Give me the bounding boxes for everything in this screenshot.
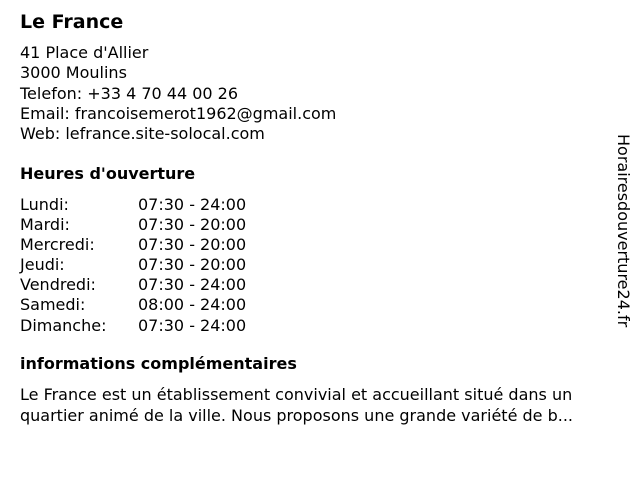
day-label: Lundi: xyxy=(20,195,69,214)
day-label: Samedi: xyxy=(20,295,86,315)
day-label: Vendredi: xyxy=(20,275,96,295)
email-line: Email: francoisemerot1962@gmail.com xyxy=(20,103,337,123)
day-label: Dimanche: xyxy=(20,315,107,335)
time-range: 08:00 - 24:00 xyxy=(138,295,247,315)
site-watermark: Horairesdouverture24.fr xyxy=(614,134,633,328)
time-range: 07:30 - 24:00 xyxy=(138,315,247,335)
time-range: 07:30 - 20:00 xyxy=(138,255,247,275)
description-line-2: quartier animé de la ville. Nous proposons une grande variété de b... xyxy=(20,405,573,425)
address-street: 41 Place d'Allier xyxy=(20,43,149,62)
business-contact xyxy=(20,43,336,144)
business-name: Le France xyxy=(20,11,124,33)
info-heading: informations complémentaires xyxy=(20,354,297,373)
address-city: 3000 Moulins xyxy=(20,63,127,83)
time-range: 07:30 - 20:00 xyxy=(138,215,247,235)
web-line: Web: lefrance.site-solocal.com xyxy=(20,124,265,144)
day-label: Jeudi: xyxy=(20,255,65,275)
hours-heading: Heures d'ouverture xyxy=(20,164,196,183)
day-label: Mercredi: xyxy=(20,235,95,255)
day-label: Mardi: xyxy=(20,215,70,235)
time-range: 07:30 - 20:00 xyxy=(138,235,247,255)
time-range: 07:30 - 24:00 xyxy=(138,275,247,295)
description xyxy=(20,385,625,426)
phone-line: Telefon: +33 4 70 44 00 26 xyxy=(20,83,239,103)
description-line-1: Le France est un établissement convivial et accueillant situé dans un xyxy=(20,385,573,404)
time-range: 07:30 - 24:00 xyxy=(138,195,247,214)
